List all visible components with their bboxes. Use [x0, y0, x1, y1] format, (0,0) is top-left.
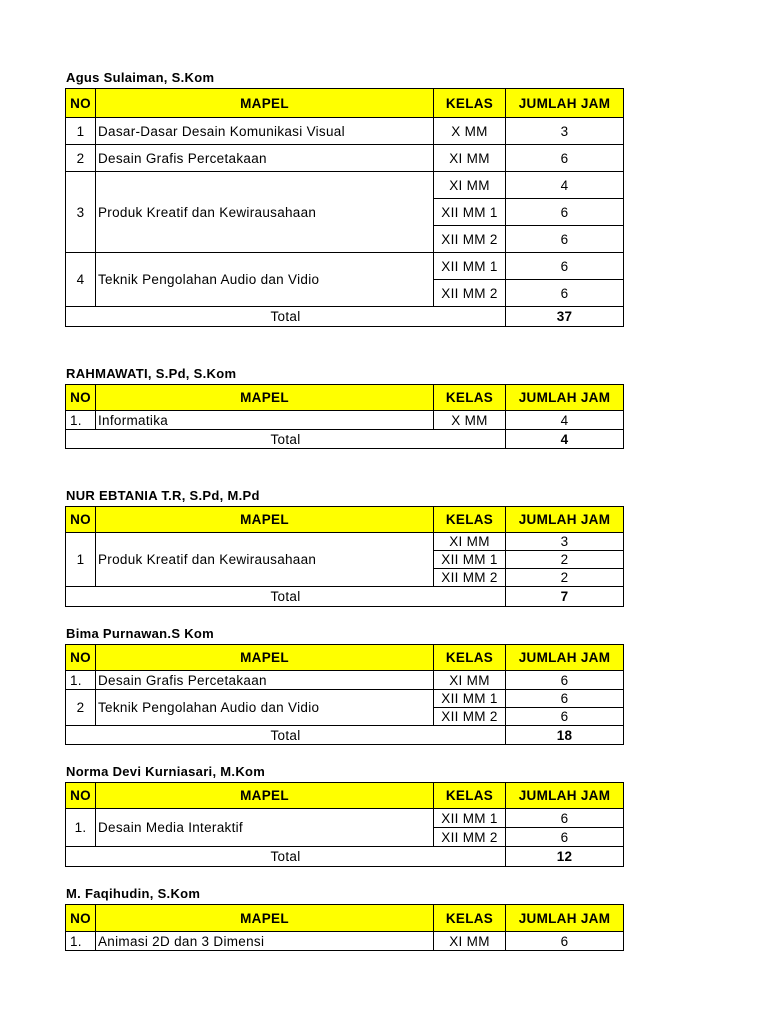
- row-kelas: XII MM 1: [434, 253, 506, 280]
- schedule-table: [65, 506, 624, 607]
- row-jam: 6: [506, 226, 624, 253]
- total-label: Total: [66, 430, 506, 449]
- total-jam: 18: [506, 726, 624, 745]
- row-jam: 2: [506, 569, 624, 587]
- table-header-row: [66, 507, 624, 533]
- total-jam: 4: [506, 430, 624, 449]
- row-kelas: XI MM: [434, 145, 506, 172]
- teacher-name: Bima Purnawan.S Kom: [66, 626, 215, 641]
- row-no: 3: [66, 172, 96, 253]
- header-kelas: KELAS: [434, 905, 506, 932]
- row-mapel: Teknik Pengolahan Audio dan Vidio: [96, 690, 434, 726]
- row-kelas: XII MM 1: [434, 809, 506, 828]
- table-row: [66, 809, 624, 828]
- row-jam: 6: [506, 690, 624, 708]
- table-row: [66, 172, 624, 199]
- header-no: NO: [66, 89, 96, 118]
- teacher-name: Norma Devi Kurniasari, M.Kom: [66, 764, 266, 779]
- row-jam: 6: [506, 199, 624, 226]
- header-kelas: KELAS: [434, 645, 506, 671]
- table-header-row: [66, 783, 624, 809]
- total-label: Total: [66, 587, 506, 607]
- total-row: [66, 847, 624, 867]
- row-jam: 6: [506, 809, 624, 828]
- row-no: 1.: [66, 932, 96, 951]
- header-mapel: MAPEL: [96, 905, 434, 932]
- row-jam: 6: [506, 932, 624, 951]
- row-kelas: X MM: [434, 118, 506, 145]
- schedule-table: [65, 384, 624, 449]
- row-mapel: Desain Grafis Percetakaan: [96, 671, 434, 690]
- row-no: 1: [66, 533, 96, 587]
- schedule-table: [65, 782, 624, 867]
- header-mapel: MAPEL: [96, 507, 434, 533]
- teacher-name: NUR EBTANIA T.R, S.Pd, M.Pd: [66, 488, 260, 503]
- header-kelas: KELAS: [434, 89, 506, 118]
- row-jam: 2: [506, 551, 624, 569]
- total-label: Total: [66, 847, 506, 867]
- row-jam: 4: [506, 172, 624, 199]
- schedule-table: [65, 904, 624, 951]
- header-jam: JUMLAH JAM: [506, 385, 624, 411]
- row-kelas: XII MM 1: [434, 690, 506, 708]
- row-mapel: Animasi 2D dan 3 Dimensi: [96, 932, 434, 951]
- row-jam: 6: [506, 253, 624, 280]
- total-jam: 37: [506, 307, 624, 327]
- table-row: [66, 118, 624, 145]
- header-no: NO: [66, 905, 96, 932]
- teacher-name: Agus Sulaiman, S.Kom: [66, 70, 215, 85]
- row-kelas: XI MM: [434, 932, 506, 951]
- row-kelas: X MM: [434, 411, 506, 430]
- table-header-row: [66, 645, 624, 671]
- header-no: NO: [66, 385, 96, 411]
- total-label: Total: [66, 307, 506, 327]
- table-row: [66, 533, 624, 551]
- row-kelas: XI MM: [434, 671, 506, 690]
- row-jam: 6: [506, 708, 624, 726]
- teacher-name: RAHMAWATI, S.Pd, S.Kom: [66, 366, 237, 381]
- table-row: [66, 671, 624, 690]
- total-jam: 7: [506, 587, 624, 607]
- header-no: NO: [66, 645, 96, 671]
- table-row: [66, 145, 624, 172]
- table-row: [66, 690, 624, 708]
- row-mapel: Desain Grafis Percetakaan: [96, 145, 434, 172]
- header-mapel: MAPEL: [96, 645, 434, 671]
- row-kelas: XII MM 2: [434, 708, 506, 726]
- row-jam: 6: [506, 145, 624, 172]
- row-kelas: XI MM: [434, 533, 506, 551]
- table-row: [66, 411, 624, 430]
- schedule-table: [65, 88, 624, 327]
- row-mapel: Teknik Pengolahan Audio dan Vidio: [96, 253, 434, 307]
- header-jam: JUMLAH JAM: [506, 783, 624, 809]
- total-row: [66, 430, 624, 449]
- header-kelas: KELAS: [434, 783, 506, 809]
- table-row: [66, 932, 624, 951]
- header-no: NO: [66, 507, 96, 533]
- total-label: Total: [66, 726, 506, 745]
- total-row: [66, 307, 624, 327]
- row-mapel: Produk Kreatif dan Kewirausahaan: [96, 172, 434, 253]
- row-mapel: Informatika: [96, 411, 434, 430]
- total-row: [66, 587, 624, 607]
- table-row: [66, 253, 624, 280]
- header-jam: JUMLAH JAM: [506, 507, 624, 533]
- row-kelas: XII MM 2: [434, 280, 506, 307]
- row-no: 2: [66, 145, 96, 172]
- total-row: [66, 726, 624, 745]
- row-jam: 3: [506, 533, 624, 551]
- row-jam: 4: [506, 411, 624, 430]
- header-mapel: MAPEL: [96, 783, 434, 809]
- row-no: 1: [66, 118, 96, 145]
- row-kelas: XII MM 1: [434, 199, 506, 226]
- row-jam: 6: [506, 280, 624, 307]
- row-jam: 6: [506, 828, 624, 847]
- row-no: 1.: [66, 411, 96, 430]
- header-kelas: KELAS: [434, 507, 506, 533]
- row-no: 2: [66, 690, 96, 726]
- teacher-name: M. Faqihudin, S.Kom: [66, 886, 201, 901]
- header-kelas: KELAS: [434, 385, 506, 411]
- row-mapel: Dasar-Dasar Desain Komunikasi Visual: [96, 118, 434, 145]
- table-header-row: [66, 89, 624, 118]
- header-jam: JUMLAH JAM: [506, 89, 624, 118]
- row-kelas: XII MM 2: [434, 828, 506, 847]
- row-mapel: Desain Media Interaktif: [96, 809, 434, 847]
- table-header-row: [66, 905, 624, 932]
- row-kelas: XI MM: [434, 172, 506, 199]
- header-jam: JUMLAH JAM: [506, 645, 624, 671]
- schedule-table: [65, 644, 624, 745]
- row-kelas: XII MM 1: [434, 551, 506, 569]
- row-no: 4: [66, 253, 96, 307]
- row-kelas: XII MM 2: [434, 226, 506, 253]
- header-jam: JUMLAH JAM: [506, 905, 624, 932]
- row-kelas: XII MM 2: [434, 569, 506, 587]
- row-no: 1.: [66, 809, 96, 847]
- row-no: 1.: [66, 671, 96, 690]
- row-jam: 6: [506, 671, 624, 690]
- total-jam: 12: [506, 847, 624, 867]
- header-mapel: MAPEL: [96, 385, 434, 411]
- row-jam: 3: [506, 118, 624, 145]
- header-mapel: MAPEL: [96, 89, 434, 118]
- header-no: NO: [66, 783, 96, 809]
- row-mapel: Produk Kreatif dan Kewirausahaan: [96, 533, 434, 587]
- table-header-row: [66, 385, 624, 411]
